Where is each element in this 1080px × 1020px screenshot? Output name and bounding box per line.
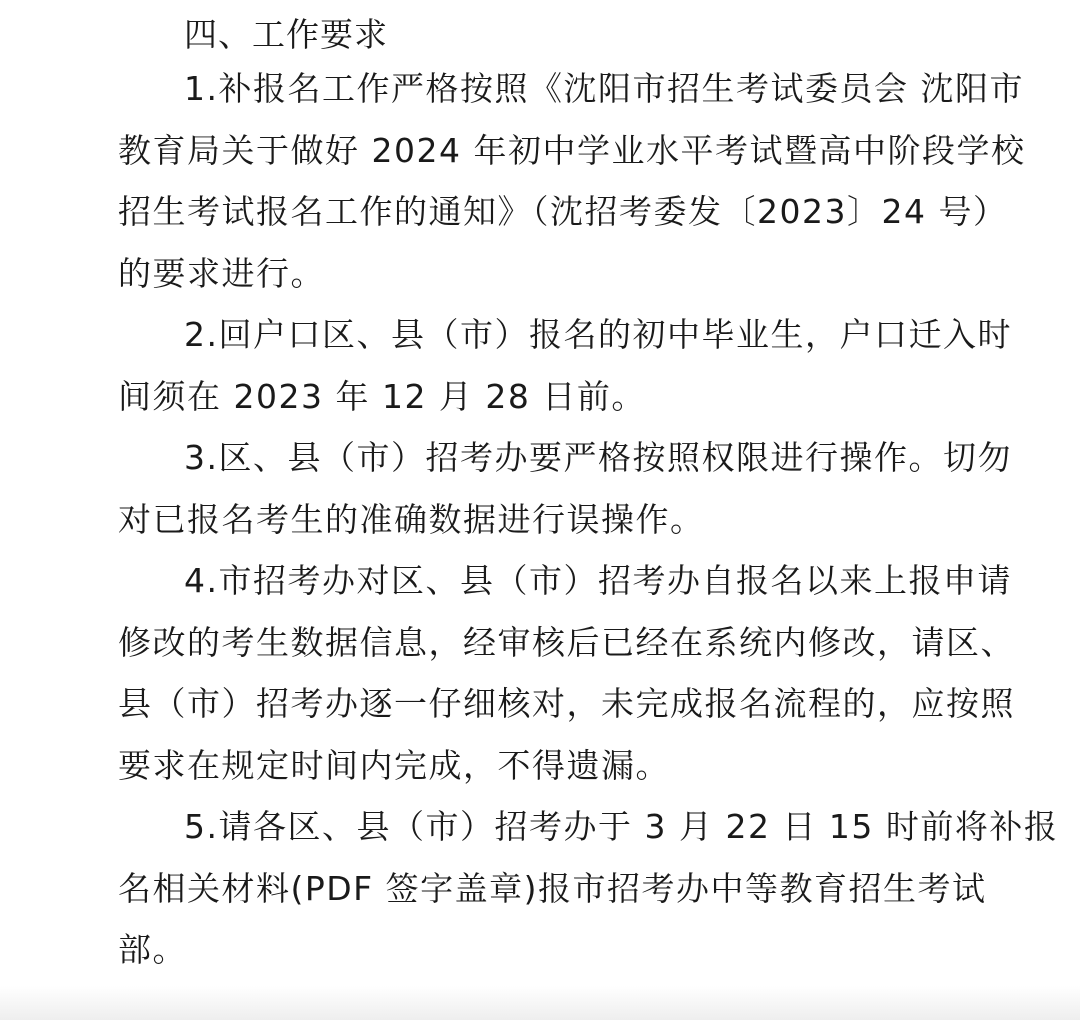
paragraph-line: 县（市）招考办逐一仔细核对，未完成报名流程的，应按照 <box>118 684 1015 723</box>
paragraph-line: 5.请各区、县（市）招考办于 3 月 22 日 15 时前将补报 <box>184 807 1059 846</box>
paragraph-line: 部。 <box>118 930 187 969</box>
paragraph-line: 名相关材料(PDF 签字盖章)报市招考办中等教育招生考试 <box>118 868 987 908</box>
document-body <box>118 12 1059 981</box>
paragraph-line: 修改的考生数据信息，经审核后已经在系统内修改，请区、 <box>118 622 1015 662</box>
paragraph-5 <box>118 796 1059 981</box>
paragraph-line: 要求在规定时间内完成，不得遗漏。 <box>118 745 670 785</box>
page-bottom-edge <box>0 986 1080 1020</box>
paragraph-line: 间须在 2023 年 12 月 28 日前。 <box>118 376 646 416</box>
paragraph-1 <box>118 58 1026 304</box>
paragraph-line: 教育局关于做好 2024 年初中学业水平考试暨高中阶段学校 <box>118 130 1026 170</box>
paragraph-4 <box>118 550 1015 796</box>
paragraph-line: 1.补报名工作严格按照《沈阳市招生考试委员会 沈阳市 <box>184 69 1024 108</box>
section-title: 四、工作要求 <box>184 15 388 54</box>
paragraph-line: 的要求进行。 <box>118 253 325 293</box>
paragraph-line: 4.市招考办对区、县（市）招考办自报名以来上报申请 <box>184 561 1012 600</box>
paragraph-line: 招生考试报名工作的通知》（沈招考委发〔2023〕24 号） <box>118 192 1008 231</box>
paragraph-3 <box>118 427 1012 550</box>
paragraph-line: 2.回户口区、县（市）报名的初中毕业生，户口迁入时 <box>184 315 1012 354</box>
paragraph-line: 3.区、县（市）招考办要严格按照权限进行操作。切勿 <box>184 438 1012 477</box>
paragraph-2 <box>118 304 1012 427</box>
paragraph-line: 对已报名考生的准确数据进行误操作。 <box>118 499 705 539</box>
